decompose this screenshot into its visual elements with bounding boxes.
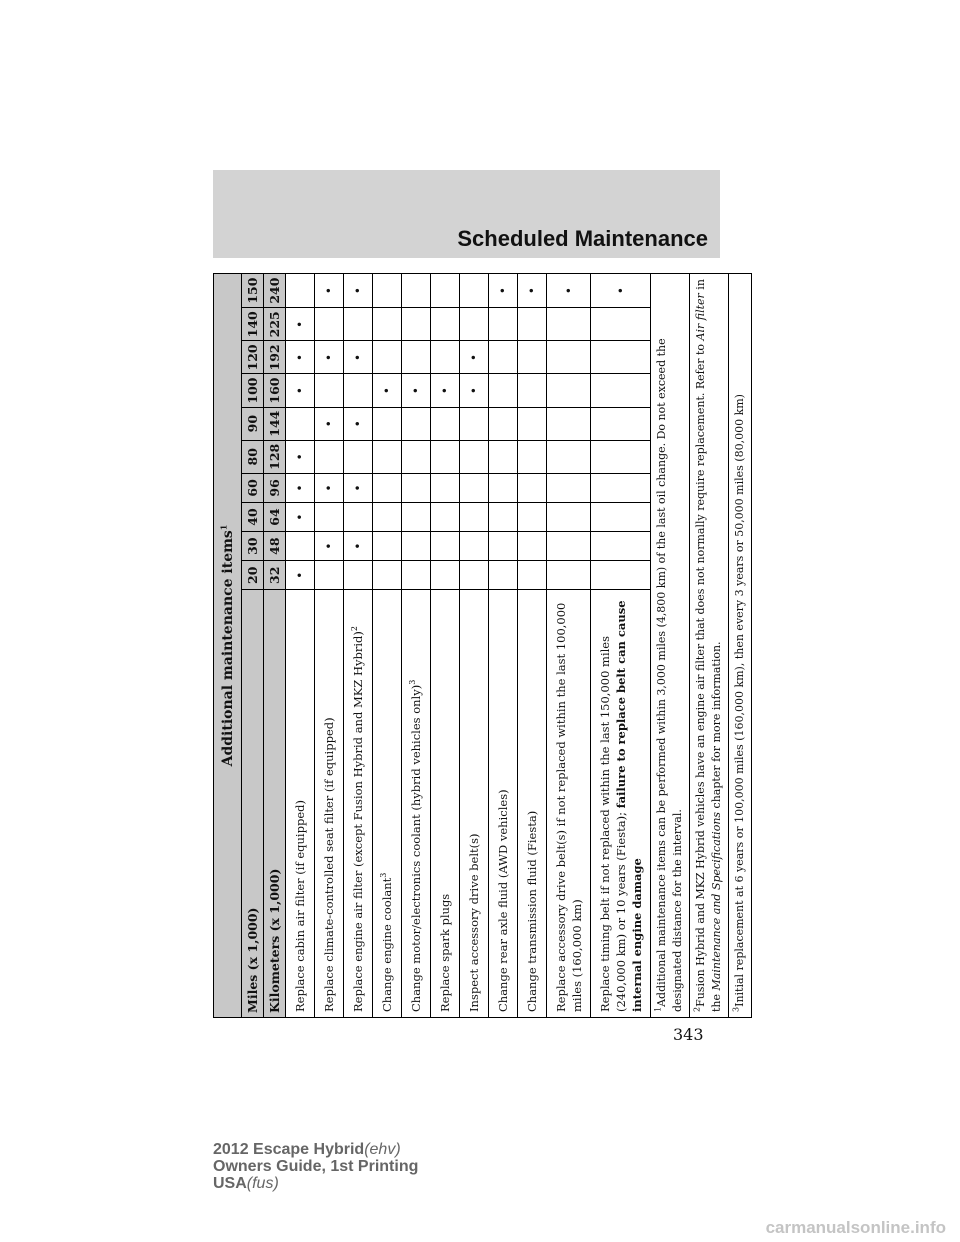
service-dot: • [344,532,373,561]
maintenance-row [460,274,489,1018]
empty-cell [286,407,315,440]
maintenance-row [344,274,373,1018]
footnote-text: Fusion Hybrid and MKZ Hybrid vehicles have an engine air filter that does not normally require replacement. Refer to [694,340,707,1007]
footer-market-code: (fus) [246,1175,279,1192]
maintenance-item-label [315,590,344,1018]
footnote-text: Initial replacement at 6 years or 100,000 miles (160,000 km), then every 3 years or 50,000 miles (80,000 km) [733,394,746,1007]
section-title: Scheduled Maintenance [457,226,708,251]
empty-cell [547,440,591,473]
empty-cell [286,532,315,561]
item-text: Change engine coolant [380,877,394,1012]
empty-cell [547,473,591,502]
service-dot: • [315,274,344,308]
km-value: 240 [264,274,286,308]
service-dot: • [315,532,344,561]
miles-label: Miles (x 1,000) [242,590,264,1018]
service-dot: • [315,473,344,502]
empty-cell [373,502,402,531]
miles-value: 80 [242,440,264,473]
empty-cell [547,374,591,407]
service-dot: • [315,341,344,374]
empty-cell [460,407,489,440]
footnote-text: chapter for more information. [710,641,723,812]
empty-cell [547,502,591,531]
empty-cell [315,502,344,531]
maintenance-item-label [489,590,518,1018]
empty-cell [489,473,518,502]
empty-cell [431,561,460,590]
empty-cell [460,502,489,531]
maintenance-row [518,274,547,1018]
empty-cell [518,440,547,473]
empty-cell [402,407,431,440]
empty-cell [373,473,402,502]
empty-cell [518,561,547,590]
maintenance-table [213,273,752,1018]
empty-cell [547,308,591,341]
footnote [729,274,752,1018]
miles-value: 100 [242,374,264,407]
empty-cell [489,440,518,473]
empty-cell [518,407,547,440]
table-caption-text: Additional maintenance items [219,530,236,767]
service-dot: • [344,274,373,308]
maintenance-table-rotated [213,273,746,1018]
empty-cell [547,341,591,374]
empty-cell [591,341,651,374]
km-header-row [264,274,286,1018]
maintenance-item-label [460,590,489,1018]
footnote-ref: 3 [408,679,418,685]
maintenance-row [591,274,651,1018]
service-dot: • [286,561,315,590]
miles-value: 120 [242,341,264,374]
footer-model: 2012 Escape Hybrid [213,1141,365,1158]
empty-cell [591,440,651,473]
maintenance-item-label [431,590,460,1018]
footnote-row [651,274,690,1018]
service-dot: • [489,274,518,308]
empty-cell [489,341,518,374]
service-dot: • [344,407,373,440]
empty-cell [489,532,518,561]
empty-cell [402,308,431,341]
service-dot: • [344,473,373,502]
footer [213,1141,418,1192]
footnote-row [729,274,752,1018]
empty-cell [489,407,518,440]
service-dot: • [286,473,315,502]
service-dot: • [460,374,489,407]
maintenance-item-label [344,590,373,1018]
footer-model-code: (ehv) [364,1141,401,1158]
empty-cell [591,407,651,440]
item-text: Replace cabin air filter (if equipped) [293,800,307,1012]
footnote-number: 1 [653,1006,663,1012]
empty-cell [373,440,402,473]
empty-cell [591,374,651,407]
empty-cell [344,561,373,590]
item-text: Replace engine air filter (except Fusion Hybrid and MKZ Hybrid) [351,631,365,1012]
km-value: 64 [264,502,286,531]
service-dot: • [286,308,315,341]
empty-cell [547,561,591,590]
maintenance-item-label [547,590,591,1018]
maintenance-row [489,274,518,1018]
empty-cell [315,561,344,590]
item-text: Replace climate-controlled seat filter (if equipped) [322,717,336,1012]
section-tab [213,170,720,258]
empty-cell [344,502,373,531]
empty-cell [431,502,460,531]
maintenance-item-label [373,590,402,1018]
empty-cell [373,561,402,590]
item-text: Change rear axle fluid (AWD vehicles) [496,789,510,1012]
empty-cell [518,502,547,531]
footnote-reference: Maintenance and Specifications [710,811,723,991]
maintenance-item-label [518,590,547,1018]
service-dot: • [518,274,547,308]
service-dot: • [286,440,315,473]
empty-cell [286,274,315,308]
footer-market: USA [213,1175,247,1192]
empty-cell [373,341,402,374]
footer-printing: Owners Guide, 1st Printing [213,1158,419,1175]
miles-value: 30 [242,532,264,561]
service-dot: • [286,374,315,407]
footnote-number: 2 [692,1006,702,1012]
empty-cell [431,308,460,341]
empty-cell [402,502,431,531]
miles-value: 90 [242,407,264,440]
empty-cell [431,274,460,308]
empty-cell [460,561,489,590]
km-label: Kilometers (x 1,000) [264,590,286,1018]
footnote [651,274,690,1018]
empty-cell [591,532,651,561]
empty-cell [373,308,402,341]
empty-cell [460,473,489,502]
service-dot: • [591,274,651,308]
service-dot: • [344,341,373,374]
empty-cell [591,561,651,590]
service-dot: • [460,341,489,374]
empty-cell [591,308,651,341]
footnote [690,274,729,1018]
item-text: Inspect accessory drive belt(s) [467,833,481,1012]
footnote-text: Additional maintenance items can be performed within 3,000 miles (4,800 km) of the last oil change. Do not exceed the designated distance for the interval. [655,338,684,1012]
empty-cell [460,532,489,561]
caption-footnote-ref: 1 [217,524,228,531]
empty-cell [489,308,518,341]
miles-value: 60 [242,473,264,502]
maintenance-item-label [286,590,315,1018]
empty-cell [344,374,373,407]
service-dot: • [286,502,315,531]
maintenance-row [547,274,591,1018]
empty-cell [460,274,489,308]
empty-cell [344,308,373,341]
empty-cell [344,440,373,473]
footnote-row [690,274,729,1018]
empty-cell [489,561,518,590]
km-value: 32 [264,561,286,590]
miles-header-row [242,274,264,1018]
table-caption [214,274,242,1018]
empty-cell [460,308,489,341]
maintenance-item-label [591,590,651,1018]
km-value: 160 [264,374,286,407]
empty-cell [460,440,489,473]
km-value: 128 [264,440,286,473]
maintenance-row [286,274,315,1018]
empty-cell [518,473,547,502]
empty-cell [402,532,431,561]
footnote-text: in the [694,279,723,1012]
page-number: 343 [673,1025,704,1044]
maintenance-row [373,274,402,1018]
empty-cell [402,440,431,473]
km-value: 144 [264,407,286,440]
empty-cell [489,502,518,531]
empty-cell [518,374,547,407]
item-text: Change motor/electronics coolant (hybrid vehicles only) [409,684,423,1012]
empty-cell [431,341,460,374]
service-dot: • [431,374,460,407]
empty-cell [591,502,651,531]
empty-cell [431,440,460,473]
service-dot: • [315,407,344,440]
empty-cell [315,308,344,341]
km-value: 96 [264,473,286,502]
empty-cell [373,407,402,440]
empty-cell [402,473,431,502]
km-value: 225 [264,308,286,341]
footnote-number: 3 [731,1006,741,1012]
footnote-ref: 3 [379,872,389,878]
empty-cell [547,532,591,561]
empty-cell [431,473,460,502]
empty-cell [547,407,591,440]
miles-value: 40 [242,502,264,531]
miles-value: 20 [242,561,264,590]
maintenance-row [431,274,460,1018]
service-dot: • [547,274,591,308]
empty-cell [431,532,460,561]
empty-cell [591,473,651,502]
empty-cell [373,274,402,308]
empty-cell [315,440,344,473]
maintenance-row [402,274,431,1018]
watermark: carmanualsonline.info [765,1218,946,1237]
miles-value: 150 [242,274,264,308]
empty-cell [518,341,547,374]
service-dot: • [373,374,402,407]
empty-cell [518,308,547,341]
footnote-ref: 2 [350,626,360,632]
km-value: 192 [264,341,286,374]
item-text: Replace spark plugs [438,893,452,1012]
empty-cell [489,374,518,407]
item-warning-text: failure to replace belt can cause internal engine damage [613,600,644,1012]
item-text: Change transmission fluid (Fiesta) [525,810,539,1012]
maintenance-row [315,274,344,1018]
km-value: 48 [264,532,286,561]
maintenance-item-label [402,590,431,1018]
item-text: Replace accessory drive belt(s) if not replaced within the last 100,000 miles (160,000 km) [553,602,584,1012]
footnote-reference: Air filter [694,293,707,341]
item-text: Replace timing belt if not replaced within the last 150,000 miles (240,000 km) or 10 years (Fiesta); [597,635,628,1012]
empty-cell [373,532,402,561]
miles-value: 140 [242,308,264,341]
empty-cell [402,274,431,308]
service-dot: • [402,374,431,407]
empty-cell [402,561,431,590]
empty-cell [431,407,460,440]
service-dot: • [286,341,315,374]
empty-cell [402,341,431,374]
empty-cell [518,532,547,561]
empty-cell [315,374,344,407]
